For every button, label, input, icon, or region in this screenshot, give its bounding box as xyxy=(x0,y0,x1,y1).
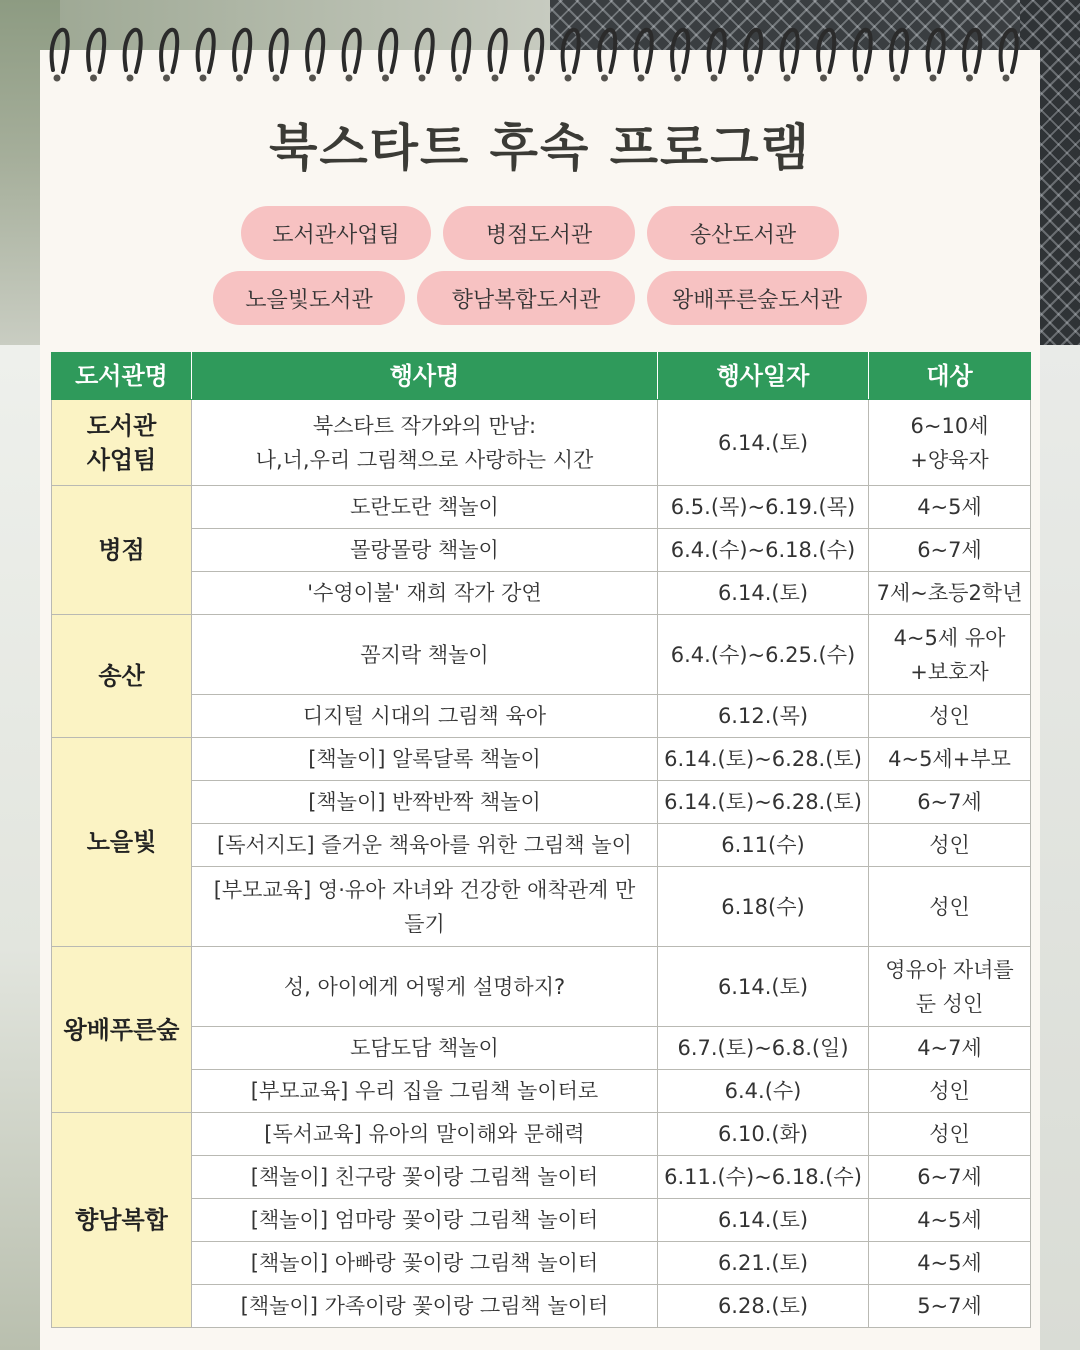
spiral-hole xyxy=(54,75,61,82)
spiral-hole xyxy=(857,75,864,82)
target-cell: 6~7세 xyxy=(869,781,1031,824)
spiral-hole xyxy=(674,75,681,82)
spiral-ring xyxy=(1001,30,1017,72)
event-date-cell: 6.10.(화) xyxy=(658,1113,869,1156)
spiral-ring xyxy=(818,30,834,72)
event-date-cell: 6.4.(수)~6.18.(수) xyxy=(658,529,869,572)
spiral-ring xyxy=(891,30,907,72)
event-date-cell: 6.11.(수)~6.18.(수) xyxy=(658,1156,869,1199)
spiral-hole xyxy=(90,75,97,82)
event-date-cell: 6.4.(수)~6.25.(수) xyxy=(658,615,869,695)
target-cell: 4~5세 xyxy=(869,1242,1031,1285)
library-tag: 왕배푸른숲도서관 xyxy=(647,271,867,325)
library-tag: 송산도서관 xyxy=(647,206,839,260)
target-cell: 4~7세 xyxy=(869,1027,1031,1070)
table-row xyxy=(52,1199,1031,1242)
table-row xyxy=(52,400,1031,486)
table-row xyxy=(52,1156,1031,1199)
target-cell: 4~5세+부모 xyxy=(869,738,1031,781)
table-row xyxy=(52,529,1031,572)
event-name-cell: '수영이불' 재희 작가 강연 xyxy=(192,572,658,615)
header-date: 행사일자 xyxy=(658,353,869,400)
event-date-cell: 6.4.(수) xyxy=(658,1070,869,1113)
spiral-ring xyxy=(855,30,871,72)
spiral-hole xyxy=(711,75,718,82)
event-name-cell: [부모교육] 우리 집을 그림책 놀이터로 xyxy=(192,1070,658,1113)
event-date-cell: 6.5.(목)~6.19.(목) xyxy=(658,486,869,529)
spiral-ring xyxy=(161,30,177,72)
table-row xyxy=(52,867,1031,947)
spiral-hole xyxy=(273,75,280,82)
spiral-ring xyxy=(526,30,542,72)
event-name-cell: [책놀이] 가족이랑 꽃이랑 그림책 놀이터 xyxy=(192,1285,658,1328)
table-row xyxy=(52,781,1031,824)
library-tag: 도서관사업팀 xyxy=(241,206,431,260)
spiral-hole xyxy=(601,75,608,82)
spiral-hole xyxy=(309,75,316,82)
spiral-binding xyxy=(40,22,1040,92)
event-name-cell: [책놀이] 아빠랑 꽃이랑 그림책 놀이터 xyxy=(192,1242,658,1285)
event-date-cell: 6.11(수) xyxy=(658,824,869,867)
spiral-ring xyxy=(234,30,250,72)
spiral-ring xyxy=(307,30,323,72)
spiral-hole xyxy=(528,75,535,82)
table-row xyxy=(52,824,1031,867)
spiral-hole xyxy=(565,75,572,82)
event-name-cell: [독서지도] 즐거운 책육아를 위한 그림책 놀이 xyxy=(192,824,658,867)
event-date-cell: 6.14.(토) xyxy=(658,1199,869,1242)
spiral-ring xyxy=(745,30,761,72)
event-name-cell: 성, 아이에게 어떻게 설명하지? xyxy=(192,947,658,1027)
spiral-hole xyxy=(163,75,170,82)
table-row xyxy=(52,738,1031,781)
event-date-cell: 6.12.(목) xyxy=(658,695,869,738)
spiral-ring xyxy=(964,30,980,72)
event-name-cell: 몰랑몰랑 책놀이 xyxy=(192,529,658,572)
spiral-ring xyxy=(709,30,725,72)
header-target: 대상 xyxy=(869,353,1031,400)
event-name-cell: [책놀이] 엄마랑 꽃이랑 그림책 놀이터 xyxy=(192,1199,658,1242)
table-row xyxy=(52,615,1031,695)
target-cell: 성인 xyxy=(869,824,1031,867)
spiral-ring xyxy=(928,30,944,72)
page-title: 북스타트 후속 프로그램 xyxy=(269,119,811,177)
spiral-ring xyxy=(198,30,214,72)
table-row xyxy=(52,1285,1031,1328)
library-tags-row-2 xyxy=(40,271,1040,325)
target-cell: 4~5세 유아 +보호자 xyxy=(869,615,1031,695)
target-cell: 영유아 자녀를 둔 성인 xyxy=(869,947,1031,1027)
spiral-hole xyxy=(236,75,243,82)
spiral-hole xyxy=(200,75,207,82)
event-name-cell: [부모교육] 영·유아 자녀와 건강한 애착관계 만 들기 xyxy=(192,867,658,947)
event-date-cell: 6.14.(토) xyxy=(658,947,869,1027)
spiral-hole xyxy=(930,75,937,82)
header-event: 행사명 xyxy=(192,353,658,400)
event-name-cell: [책놀이] 알록달록 책놀이 xyxy=(192,738,658,781)
table-row xyxy=(52,572,1031,615)
spiral-hole xyxy=(820,75,827,82)
target-cell: 성인 xyxy=(869,1070,1031,1113)
spiral-hole xyxy=(419,75,426,82)
event-name-cell: [책놀이] 반짝반짝 책놀이 xyxy=(192,781,658,824)
library-name-cell: 병점 xyxy=(52,486,192,615)
target-cell: 5~7세 xyxy=(869,1285,1031,1328)
spiral-hole xyxy=(893,75,900,82)
spiral-ring xyxy=(782,30,798,72)
event-name-cell: [책놀이] 친구랑 꽃이랑 그림책 놀이터 xyxy=(192,1156,658,1199)
event-name-cell: 북스타트 작가와의 만남: 나,너,우리 그림책으로 사랑하는 시간 xyxy=(192,400,658,486)
spiral-ring xyxy=(417,30,433,72)
spiral-ring xyxy=(125,30,141,72)
table-row xyxy=(52,1027,1031,1070)
event-name-cell: 도란도란 책놀이 xyxy=(192,486,658,529)
target-cell: 6~7세 xyxy=(869,1156,1031,1199)
event-date-cell: 6.18(수) xyxy=(658,867,869,947)
library-name-cell: 노을빛 xyxy=(52,738,192,947)
event-date-cell: 6.14.(토)~6.28.(토) xyxy=(658,781,869,824)
spiral-ring xyxy=(490,30,506,72)
spiral-hole xyxy=(382,75,389,82)
library-tags-row-1 xyxy=(40,206,1040,260)
spiral-ring xyxy=(563,30,579,72)
library-name-cell: 송산 xyxy=(52,615,192,738)
target-cell: 4~5세 xyxy=(869,486,1031,529)
table-row xyxy=(52,947,1031,1027)
table-row xyxy=(52,486,1031,529)
event-name-cell: [독서교육] 유아의 말이해와 문해력 xyxy=(192,1113,658,1156)
target-cell: 6~10세 +양육자 xyxy=(869,400,1031,486)
table-header-row xyxy=(52,353,1031,400)
program-table xyxy=(51,352,1031,1328)
target-cell: 성인 xyxy=(869,867,1031,947)
spiral-ring xyxy=(52,30,68,72)
event-name-cell: 도담도담 책놀이 xyxy=(192,1027,658,1070)
spiral-ring xyxy=(636,30,652,72)
table-body xyxy=(52,400,1031,1328)
spiral-ring xyxy=(453,30,469,72)
library-name-cell: 왕배푸른숲 xyxy=(52,947,192,1113)
library-name-cell: 향남복합 xyxy=(52,1113,192,1328)
event-date-cell: 6.28.(토) xyxy=(658,1285,869,1328)
spiral-ring xyxy=(672,30,688,72)
header-library: 도서관명 xyxy=(52,353,192,400)
target-cell: 6~7세 xyxy=(869,529,1031,572)
event-name-cell: 꼼지락 책놀이 xyxy=(192,615,658,695)
spiral-hole xyxy=(127,75,134,82)
table-row xyxy=(52,695,1031,738)
library-tag: 노을빛도서관 xyxy=(213,271,405,325)
target-cell: 7세~초등2학년 xyxy=(869,572,1031,615)
event-date-cell: 6.14.(토) xyxy=(658,572,869,615)
spiral-hole xyxy=(638,75,645,82)
library-tag: 병점도서관 xyxy=(443,206,635,260)
spiral-hole xyxy=(1003,75,1010,82)
spiral-hole xyxy=(784,75,791,82)
target-cell: 성인 xyxy=(869,695,1031,738)
spiral-ring xyxy=(344,30,360,72)
library-tag: 향남복합도서관 xyxy=(417,271,635,325)
event-name-cell: 디지털 시대의 그림책 육아 xyxy=(192,695,658,738)
target-cell: 성인 xyxy=(869,1113,1031,1156)
table-row xyxy=(52,1113,1031,1156)
spiral-hole xyxy=(346,75,353,82)
spiral-hole xyxy=(455,75,462,82)
library-name-cell: 도서관 사업팀 xyxy=(52,400,192,486)
event-date-cell: 6.21.(토) xyxy=(658,1242,869,1285)
spiral-hole xyxy=(747,75,754,82)
event-date-cell: 6.7.(토)~6.8.(일) xyxy=(658,1027,869,1070)
table-row xyxy=(52,1242,1031,1285)
spiral-hole xyxy=(966,75,973,82)
spiral-ring xyxy=(380,30,396,72)
event-date-cell: 6.14.(토) xyxy=(658,400,869,486)
spiral-hole xyxy=(492,75,499,82)
event-date-cell: 6.14.(토)~6.28.(토) xyxy=(658,738,869,781)
table-row xyxy=(52,1070,1031,1113)
spiral-ring xyxy=(599,30,615,72)
spiral-ring xyxy=(271,30,287,72)
spiral-ring xyxy=(88,30,104,72)
target-cell: 4~5세 xyxy=(869,1199,1031,1242)
